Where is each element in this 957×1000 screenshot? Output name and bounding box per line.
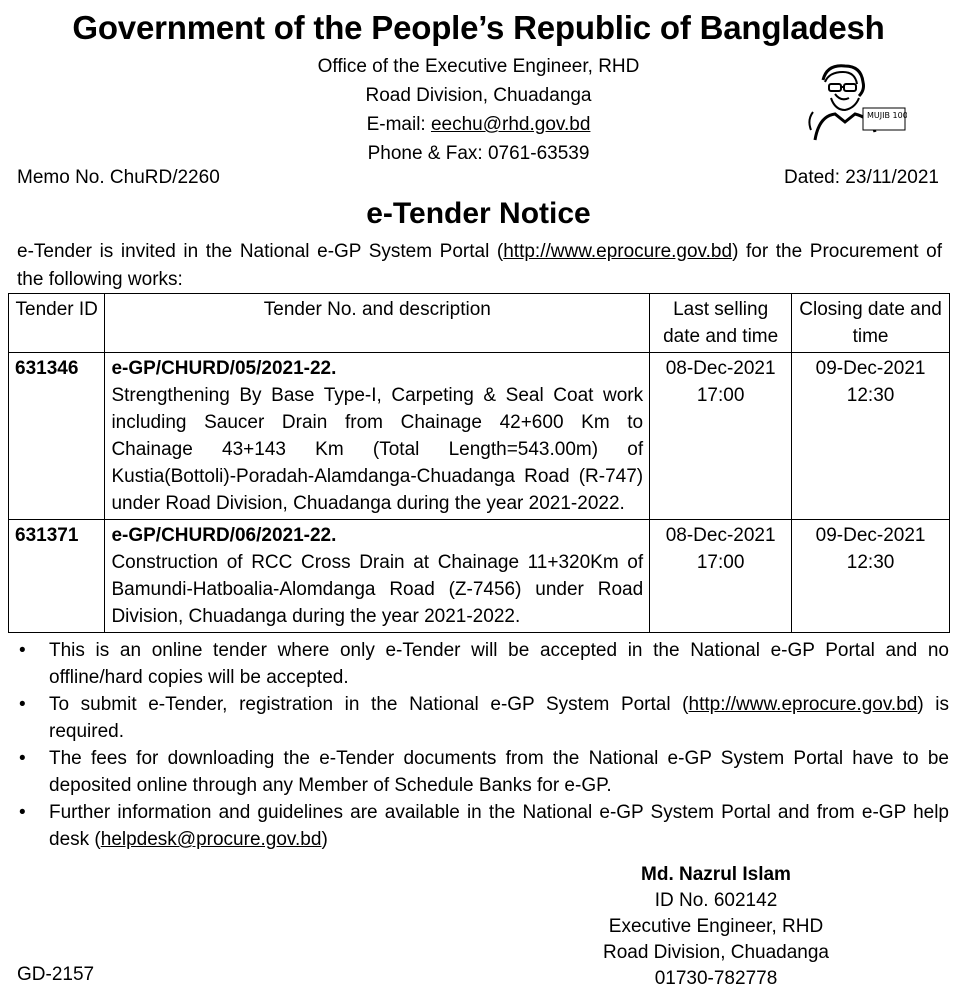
signatory-division: Road Division, Chuadanga (602, 942, 830, 963)
notice-title: e-Tender Notice (366, 197, 591, 230)
dated: Dated: 23/11/2021 (784, 167, 939, 188)
closing-cell (792, 353, 950, 520)
bullet-text: The fees for downloading the e-Tender documents from the National e-GP System Portal have to be deposited online through any Member of Schedule Banks for e-GP. (49, 748, 949, 796)
header-tender-id: Tender ID (9, 294, 105, 353)
list-item (17, 691, 949, 745)
office-name: Office of the Executive Engineer, RHD (317, 56, 640, 77)
tender-description-cell (105, 520, 650, 633)
eprocure-link[interactable]: http://www.eprocure.gov.bd (503, 241, 733, 262)
eprocure-link[interactable]: http://www.eprocure.gov.bd (688, 694, 918, 715)
bullet-icon: • (19, 640, 26, 661)
office-division: Road Division, Chuadanga (365, 85, 592, 106)
portrait-icon (805, 60, 907, 144)
sell-time: 17:00 (696, 385, 745, 406)
bullet-text: This is an online tender where only e-Tender will be accepted in the National e-GP Portal and no offline/hard copies will be accepted. (49, 640, 949, 688)
header-closing: Closing date and time (792, 294, 950, 353)
mujib-100-logo (805, 60, 907, 144)
signatory-name: Md. Nazrul Islam (641, 864, 791, 885)
bullet-text-before: Further information and guidelines are available in the National e-GP System Portal and from e-GP help desk ( (49, 802, 949, 850)
email-link[interactable]: eechu@rhd.gov.bd (430, 114, 591, 135)
intro-paragraph (17, 238, 942, 294)
signature-block (596, 862, 836, 992)
email-label: E-mail: (366, 114, 431, 135)
signatory-id: ID No. 602142 (654, 890, 778, 911)
last-selling-cell (650, 353, 792, 520)
tender-number: e-GP/CHURD/05/2021-22. (111, 358, 337, 379)
list-item (17, 637, 949, 691)
table-row (9, 520, 950, 633)
list-item (17, 799, 949, 853)
tender-number: e-GP/CHURD/06/2021-22. (111, 525, 337, 546)
close-date: 09-Dec-2021 (815, 358, 926, 379)
close-date: 09-Dec-2021 (815, 525, 926, 546)
memo-number: Memo No. ChuRD/2260 (17, 167, 220, 188)
bullet-icon: • (19, 748, 26, 769)
tender-description-cell (105, 353, 650, 520)
office-phone: Phone & Fax: 0761-63539 (367, 143, 590, 164)
sell-date: 08-Dec-2021 (665, 358, 776, 379)
header-last-selling: Last selling date and time (650, 294, 792, 353)
gd-code: GD-2157 (17, 964, 95, 985)
close-time: 12:30 (846, 385, 895, 406)
closing-cell (792, 520, 950, 633)
tender-id: 631371 (9, 520, 105, 633)
signatory-phone: 01730-782778 (654, 968, 778, 989)
intro-text-before: e-Tender is invited in the National e-GP System Portal ( (17, 241, 504, 262)
tender-table (8, 293, 950, 633)
document-title: Government of the People’s Republic of Bangladesh (72, 9, 885, 46)
sell-time: 17:00 (696, 552, 745, 573)
bullet-text-after: ) is required. (49, 694, 949, 742)
intro-text-after: ) for the Procurement of the following works: (17, 241, 942, 290)
list-item (17, 745, 949, 799)
signatory-designation: Executive Engineer, RHD (608, 916, 824, 937)
tender-description: Construction of RCC Cross Drain at Chainage 11+320Km of Bamundi-Hatboalia-Alomdanga Road (Z-7456) under Road Division, Chuadanga during the year 2021-2022. (111, 552, 644, 627)
tender-id: 631346 (9, 353, 105, 520)
sell-date: 08-Dec-2021 (665, 525, 776, 546)
header-description: Tender No. and description (105, 294, 650, 353)
table-row (9, 353, 950, 520)
close-time: 12:30 (846, 552, 895, 573)
table-header-row (9, 294, 950, 353)
bullet-text-before: To submit e-Tender, registration in the National e-GP System Portal ( (49, 694, 689, 715)
helpdesk-email-link[interactable]: helpdesk@procure.gov.bd (100, 829, 322, 850)
bullet-icon: • (19, 802, 26, 823)
tender-description: Strengthening By Base Type-I, Carpeting & Seal Coat work including Saucer Drain from Chainage 42+600 Km to Chainage 43+143 Km (Total Length=543.00m) of Kustia(Bottoli)-Poradah-Alamdanga-Chuadanga Road (R-747) under Road Division, Chuadanga during the year 2021-2022. (111, 385, 644, 514)
logo-text: MUJIB 100 (867, 111, 907, 120)
last-selling-cell (650, 520, 792, 633)
bullet-icon: • (19, 694, 26, 715)
bullet-text-after: ) (321, 829, 328, 850)
conditions-list (17, 637, 949, 853)
